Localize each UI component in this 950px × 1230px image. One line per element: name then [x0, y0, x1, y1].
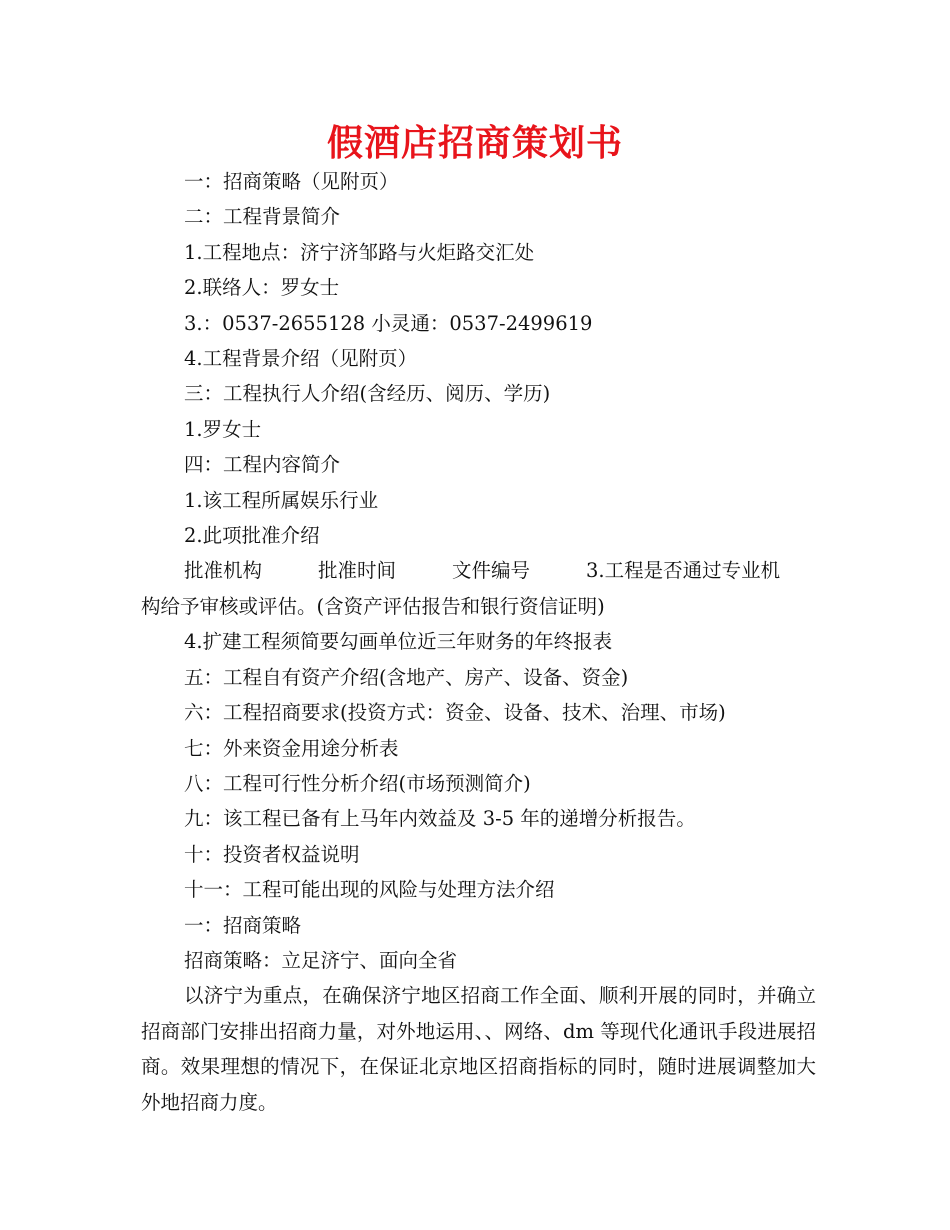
text-line: 三：工程执行人介绍(含经历、阅历、学历) — [184, 382, 551, 406]
text-line: 4.扩建工程须简要勾画单位近三年财务的年终报表 — [184, 630, 613, 654]
text-line: 一：招商策略 — [184, 913, 302, 937]
text-line: 八：工程可行性分析介绍(市场预测简介) — [184, 771, 531, 795]
document-body — [141, 164, 816, 1120]
text-line: 五：工程自有资产介绍(含地产、房产、设备、资金) — [184, 665, 629, 689]
approval-column-label: 批准时间 — [318, 559, 397, 583]
body-paragraph: 以济宁为重点，在确保济宁地区招商工作全面、顺利开展的同时，并确立招商部门安排出招商力量，对外地运用、、网络、dm 等现代化通讯手段进展招商。效果理想的情况下，在保证北京地区招商指标的同时，随时进展调整加大外地招商力度。 — [141, 984, 816, 1114]
text-line: 4.工程背景介绍（见附页） — [184, 347, 418, 371]
text-line: 招商策略：立足济宁、面向全省 — [184, 948, 458, 972]
approval-column-label: 批准机构 — [184, 559, 263, 583]
text-line: 1.罗女士 — [184, 417, 262, 441]
approval-row — [141, 553, 816, 588]
text-line: 1.工程地点：济宁济邹路与火炬路交汇处 — [184, 240, 535, 264]
document-title: 假酒店招商策划书 — [326, 123, 623, 164]
text-line: 九：该工程已备有上马年内效益及 3-5 年的递增分析报告。 — [184, 807, 696, 831]
text-line: 十一：工程可能出现的风险与处理方法介绍 — [184, 878, 555, 902]
text-line: 十：投资者权益说明 — [184, 842, 360, 866]
text-line: 二：工程背景简介 — [184, 205, 341, 229]
text-line: 七：外来资金用途分析表 — [184, 736, 399, 760]
text-line: 四：工程内容简介 — [184, 453, 341, 477]
text-line: 3.：0537-2655128 小灵通：0537-2499619 — [184, 311, 593, 335]
text-line: 1.该工程所属娱乐行业 — [184, 488, 379, 512]
text-line: 2.联络人：罗女士 — [184, 276, 340, 300]
text-line: 构给予审核或评估。(含资产评估报告和银行资信证明) — [141, 594, 605, 618]
text-line: 2.此项批准介绍 — [184, 524, 320, 548]
text-line: 六：工程招商要求(投资方式：资金、设备、技术、治理、市场) — [184, 701, 726, 725]
item3-text: 3.工程是否通过专业机 — [586, 559, 781, 583]
text-line: 一：招商策略（见附页） — [184, 170, 399, 193]
approval-column-label: 文件编号 — [452, 559, 531, 583]
